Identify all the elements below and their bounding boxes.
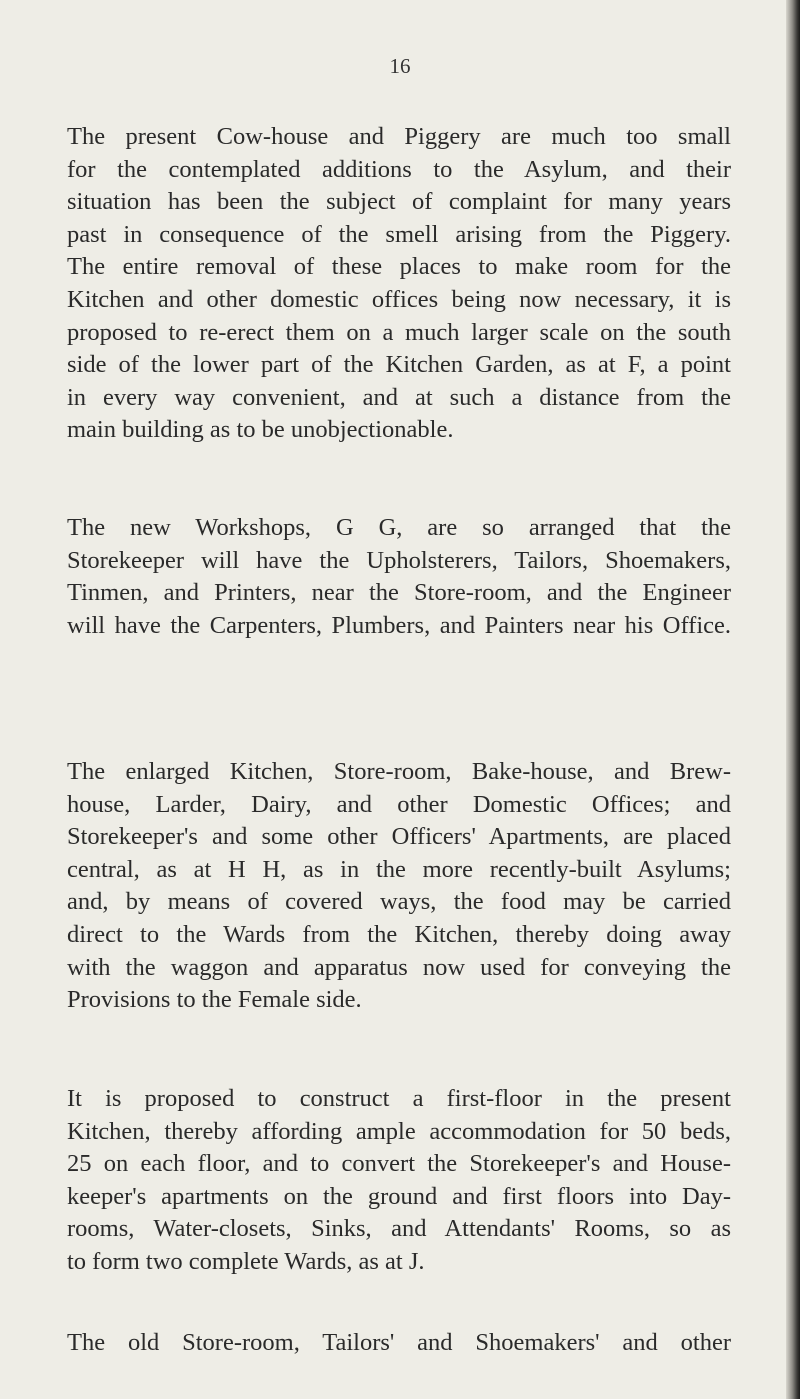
text-line: main building as to be unobjectionable. (67, 416, 454, 444)
text-line: The enlarged Kitchen, Store-room, Bake-house, and Brew- (67, 758, 731, 785)
paragraph-cow-house-piggery (67, 121, 731, 447)
paragraph-old-store-room (67, 1327, 731, 1360)
text-line: keeper's apartments on the ground and first floors into Day- (67, 1182, 731, 1210)
text-line: situation has been the subject of complaint for many years (67, 188, 731, 216)
text-line: The old Store-room, Tailors' and Shoemakers' and other (67, 1329, 731, 1356)
text-line: 25 on each floor, and to convert the Storekeeper's and House- (67, 1150, 731, 1178)
text-line: for the contemplated additions to the Asylum, and their (67, 155, 731, 183)
text-line: proposed to re-erect them on a much larger scale on the south (67, 318, 731, 346)
text-line: in every way convenient, and at such a distance from the (67, 383, 731, 411)
text-line: The entire removal of these places to make room for the (67, 253, 731, 281)
text-line: Tinmen, and Printers, near the Store-room, and the Engineer (67, 579, 731, 607)
page-number: 16 (389, 54, 411, 78)
text-line: Kitchen and other domestic offices being now necessary, it is (67, 285, 731, 313)
text-line: Kitchen, thereby affording ample accommodation for 50 beds, (67, 1117, 731, 1145)
text-line: direct to the Wards from the Kitchen, thereby doing away (67, 920, 731, 948)
paragraph-workshops (67, 512, 731, 642)
text-line: The present Cow-house and Piggery are much too small (67, 123, 731, 150)
text-line: It is proposed to construct a first-floor in the present (67, 1085, 731, 1112)
text-line: Provisions to the Female side. (67, 986, 362, 1014)
paragraph-first-floor (67, 1083, 731, 1279)
paragraph-enlarged-kitchen (67, 756, 731, 1017)
text-line: to form two complete Wards, as at J. (67, 1247, 425, 1275)
text-line: The new Workshops, G G, are so arranged that the (67, 514, 731, 541)
page-binding-edge (786, 0, 800, 1399)
text-line: Storekeeper will have the Upholsterers, Tailors, Shoemakers, (67, 546, 731, 574)
text-line: rooms, Water-closets, Sinks, and Attendants' Rooms, so as (67, 1215, 731, 1243)
text-line: with the waggon and apparatus now used for conveying the (67, 953, 731, 981)
text-line: past in consequence of the smell arising from the Piggery. (67, 220, 731, 248)
text-line: will have the Carpenters, Plumbers, and Painters near his Office. (67, 611, 731, 639)
text-line: house, Larder, Dairy, and other Domestic Offices; and (67, 790, 731, 818)
text-line: Storekeeper's and some other Officers' Apartments, are placed (67, 823, 731, 851)
text-line: and, by means of covered ways, the food may be carried (67, 888, 731, 916)
text-line: side of the lower part of the Kitchen Garden, as at F, a point (67, 351, 731, 379)
text-line: central, as at H H, as in the more recently-built Asylums; (67, 855, 731, 883)
